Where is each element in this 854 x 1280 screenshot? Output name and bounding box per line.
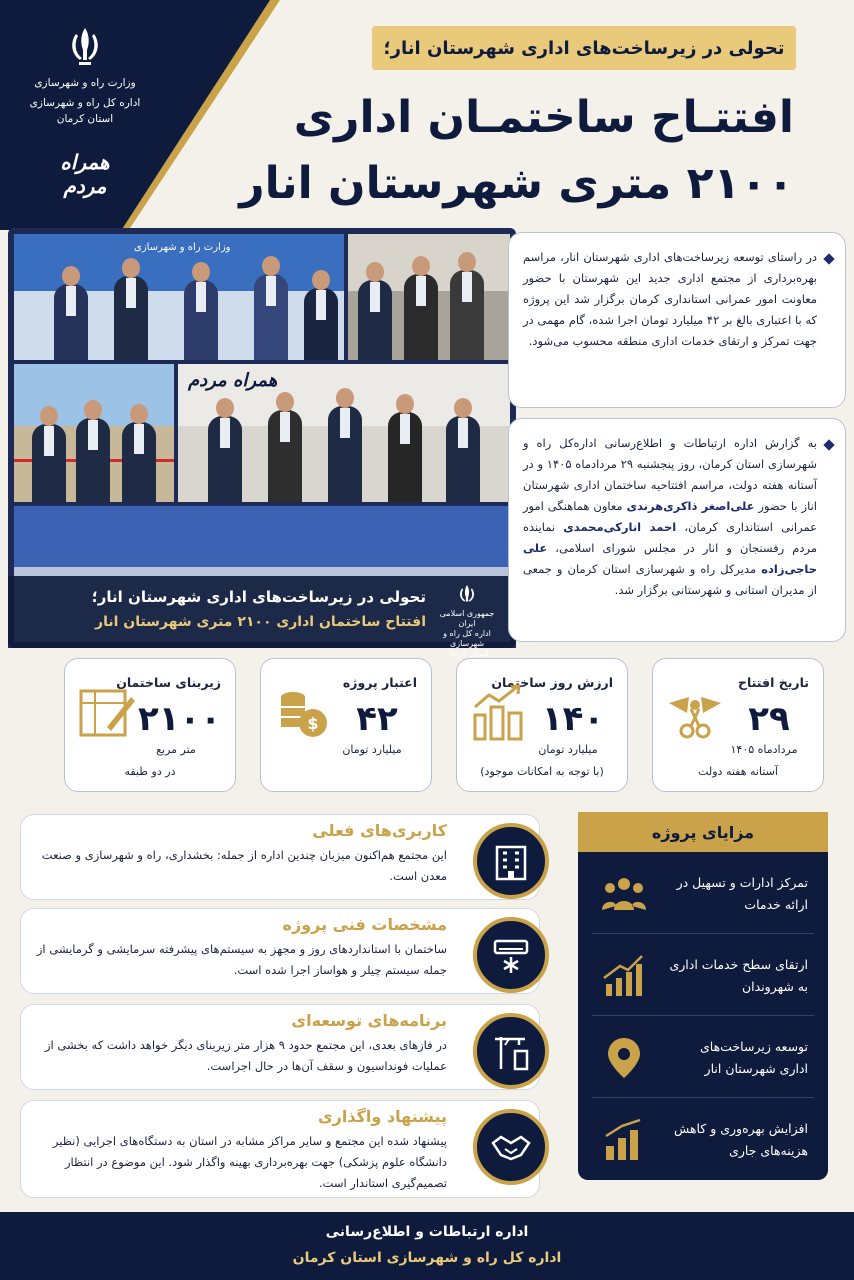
stat-title: ارزش روز ساختمان [491,675,613,690]
feature-body: در فازهای بعدی، این مجتمع حدود ۹ هزار متر زیربنای دیگر خواهد داشت که بخشی از عملیات فونداسیون و سقف آن‌ها در حال اجراست. [45,1038,447,1073]
iran-emblem-icon [454,584,480,606]
feature-title: پیشنهاد واگذاری [317,1107,447,1126]
benefits-panel [578,812,828,1180]
stat-note: (با توجه به امکانات موجود) [480,765,604,778]
person-figure [122,422,156,502]
banner-logo-line2: اداره کل راه و شهرسازی [443,629,491,648]
crane-icon [491,1031,531,1071]
ministry-name: وزارت راه و شهرسازی [34,77,136,89]
stat-unit: میلیارد تومان [538,743,598,756]
photo-speech [14,234,344,360]
main-title-line2: ۲۱۰۰ متری شهرستان انار [239,158,794,209]
kicker-headline: تحولی در زیرساخت‌های اداری شهرستان انار؛ [372,26,796,70]
stat-unit: متر مربع [156,743,196,756]
person-figure [54,284,88,360]
report-paragraph: به گزارش اداره ارتباطات و اطلاع‌رسانی اداره‌کل راه و شهرسازی استان کرمان، روز پنجشنبه ۲۹ مردادماه ۱۴۰۵ و در آستانه هفته دولت، مراسم افتتاحیه ساختمان اداری شهرستان اناز با حضور علی‌اصغر ذاکری‌هرندی معاون هماهنگی امور عمرانی استانداری کرمان، احمد انارکی‌محمدی نماینده مردم رفسنجان و انار در مجلس شورای اسلامی، علی حاجی‌زاده مدیرکل راه و شهرسازی استان کرمان و جمعی از مدیران استانی و شهرستانی برگزار شد. [523,436,817,597]
person-figure [446,416,480,502]
benefit-item [592,934,814,1016]
slogan-logo: همراه مردم [60,150,110,198]
photo-ribbon [14,364,174,502]
rising-bars-icon [600,1116,648,1164]
growth-buildings-icon [469,683,529,743]
stat-note: آستانه هفته دولت [698,765,778,778]
person-figure [450,270,484,360]
feature-title: کاربری‌های فعلی [312,821,447,840]
feature-badge [473,1013,549,1089]
growth-chart-icon [600,952,648,1000]
benefit-text: تمرکز ادارات و تسهیل در ارائه خدمات [676,875,808,912]
collage-banner [8,576,516,658]
report-paragraph-box [508,418,846,642]
person-name: احمد انارکی‌محمدی [563,520,677,534]
handshake-icon [491,1127,531,1167]
stat-note: در دو طبقه [124,765,176,778]
person-figure [304,288,338,360]
feature-body: این مجتمع هم‌اکنون میزبان چندین اداره از جمله: بخشداری، راه و شهرسازی و صنعت معدن است. [41,848,447,883]
air-conditioner-icon [491,935,531,975]
benefit-item [592,1016,814,1098]
feature-title: مشخصات فنی پروژه [282,915,447,934]
stat-title: تاریخ افتتاح [737,675,809,690]
feature-badge [473,823,549,899]
stat-value: ۲۱۰۰ [137,699,221,739]
banner-line2: افتتاح ساختمان اداری ۲۱۰۰ متری شهرستان انار [95,614,426,630]
person-figure [208,416,242,502]
feature-badge [473,917,549,993]
feature-current-uses [20,814,540,900]
benefit-text: ارتقای سطح خدمات اداری به شهروندان [669,957,808,994]
feature-body: ساختمان با استانداردهای روز و مجهز به سیستم‌های پیشرفته سرمایشی و گرمایشی از جمله سیستم چیلر و هواساز اجرا شده است. [36,942,447,977]
footer-line2: اداره کل راه و شهرسازی استان کرمان [292,1250,562,1266]
intro-paragraph: در راستای توسعه زیرساخت‌های اداری شهرستان انار، مراسم بهره‌برداری از مجتمع اداری جدید این شهرستان با حضور معاونت امور عمرانی استانداری کرمان برگزار شد این پروژه که با اعتباری بالغ بر ۴۲ میلیارد تومان اجرا شده، گام مهمی در جهت تمرکز و ارتقای خدمات اداری منطقه محسوب می‌شود. [523,250,817,348]
intro-paragraph-box [508,232,846,408]
photo-sign-text: وزارت راه و شهرسازی [134,242,231,253]
feature-development-plans [20,1004,540,1090]
banner-line1: تحولی در زیرساخت‌های اداری شهرستان انار؛ [91,588,426,606]
province-name: استان کرمان [56,113,114,125]
benefit-item [592,1098,814,1180]
feature-tech-specs [20,908,540,994]
benefit-item [592,852,814,934]
iran-emblem-icon [62,24,108,70]
office-building-icon [491,841,531,881]
main-title-line1: افتتـاح ساختمـان اداری [293,92,794,143]
person-figure [114,276,148,360]
person-figure [254,274,288,360]
footer [0,1212,854,1280]
feature-badge [473,1109,549,1185]
photo-slogan: همراه مردم [188,370,278,391]
stat-card-area [64,658,236,792]
stat-card-budget [260,658,432,792]
feature-title: برنامه‌های توسعه‌ای [291,1011,447,1030]
person-figure [268,410,302,502]
svg-text:$: $ [307,714,319,733]
benefit-text: توسعه زیرساخت‌های اداری شهرستان انار [700,1039,808,1076]
photo-collage [8,228,516,658]
banner-logo-line3: استان کرمان [445,649,489,658]
person-figure [388,412,422,502]
location-pin-icon [600,1034,648,1082]
ribbon-cutting-icon [665,683,725,743]
directorate-name: اداره کل راه و شهرسازی [29,97,141,109]
coins-icon [273,683,333,743]
photo-tour [348,234,510,360]
banner-logo [432,584,502,658]
stat-card-value [456,658,628,792]
stat-card-date [652,658,824,792]
person-figure [32,424,66,502]
stat-value: ۲۹ [748,699,790,739]
person-figure [76,418,110,502]
banner-logo-line1: جمهوری اسلامی ایران [439,609,495,628]
person-figure [184,280,218,360]
blueprint-icon [77,683,137,743]
feature-body: پیشنهاد شده این مجتمع و سایر مراکز مشابه در استان به دستگاه‌های اجرایی (نظیر دانشگاه علوم پزشکی) جهت بهره‌برداری بهینه واگذار شود. این موضوع در انتظار تصمیم‌گیری استاندار است. [52,1134,447,1190]
person-name: علی حاجی‌زاده [523,541,817,576]
stat-unit: مردادماه ۱۴۰۵ [730,743,798,756]
photo-hallway [178,364,510,502]
person-figure [328,406,362,502]
person-name: علی‌اصغر ذاکری‌هرندی [626,499,755,513]
footer-line1: اداره ارتباطات و اطلاع‌رسانی [325,1224,529,1240]
people-group-icon [600,870,648,918]
person-figure [404,274,438,360]
stat-unit: میلیارد تومان [342,743,402,756]
stat-value: ۱۴۰ [541,699,605,739]
stat-value: ۴۲ [356,699,398,739]
benefits-title: مزایای پروژه [578,812,828,852]
stat-title: اعتبار پروژه [342,675,417,690]
benefit-text: افزایش بهره‌وری و کاهش هزینه‌های جاری [673,1121,808,1158]
stat-title: زیربنای ساختمان [116,675,221,690]
person-figure [358,280,392,360]
header [0,0,854,230]
feature-transfer-proposal [20,1100,540,1198]
